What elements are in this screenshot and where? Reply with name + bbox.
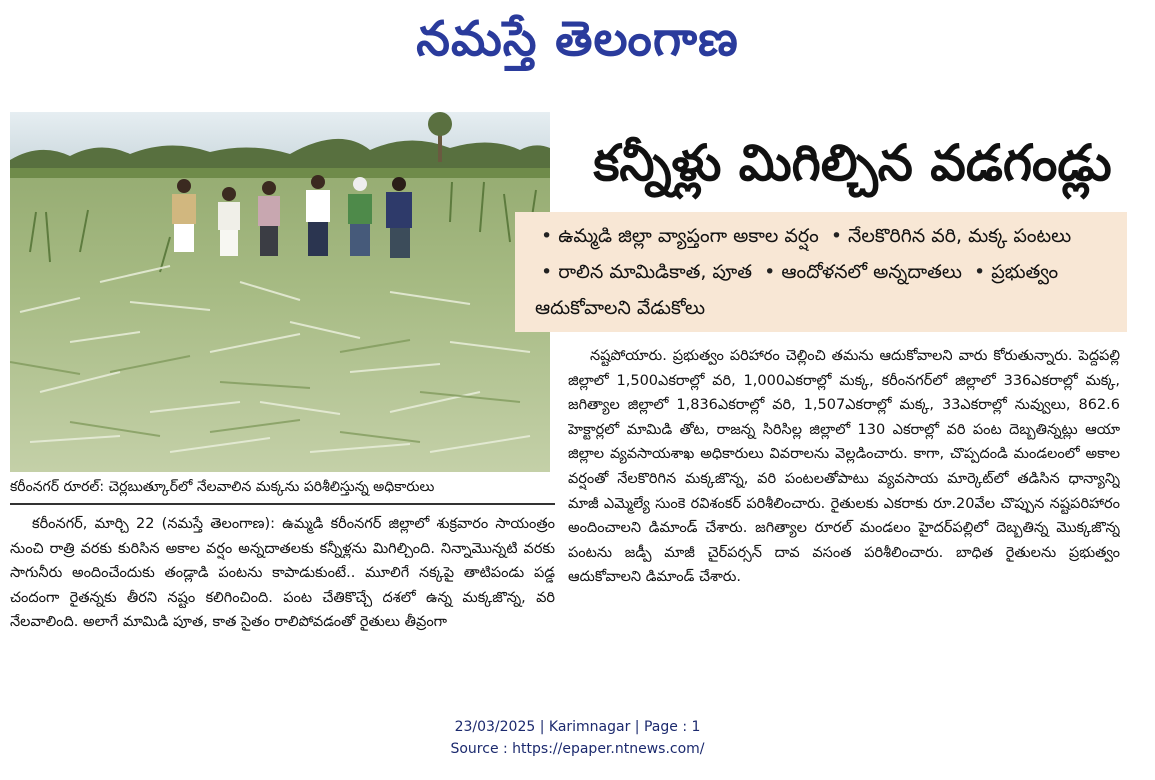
bullet-icon: • [973,261,986,283]
article-paragraph-right: నష్టపోయారు. ప్రభుత్వం పరిహారం చెల్లించి తమను ఆదుకోవాలని వారు కోరుతున్నారు. పెద్దపల్లి జిల్లాలో 1,500ఎకరాల్లో వరి, 1,000ఎకరాల్లో మక్క, కరీంనగర్‌లో జిల్లాలో 336ఎకరాల్లో మక్క, జగిత్యాల జిల్లాలో 1,836ఎకరాల్లో వరి, 1,507ఎకరాల్లో మక్క, 33ఎకరాల్లో నువ్వులు, 862.6 హెక్టార్లలో మామిడి తోట, రాజన్న సిరిసిల్ల జిల్లాలో 130 ఎకరాల్లో వరి పంట దెబ్బతిన్నట్లు ఆయా జిల్లాల వ్యవసాయశాఖ అధికారులు వివరాలను వెల్లడించారు. కాగా, చొప్పదండి మండలంలో అకాల వర్షంతో నేలకొరిగిన మక్కజొన్న, వరి పంటలతోపాటు వ్యవసాయ మార్కెట్‌లో తడిసిన ధాన్యాన్ని మాజీ ఎమ్మెల్యే సుంకె రవిశంకర్ పరిశీలించారు. రైతులకు ఎకరాకు రూ.20వేల చొప్పున నష్టపరిహారం అందించాలని డిమాండ్ చేశారు. జగిత్యాల రూరల్ మండలం హైదర్‌పల్లిలో దెబ్బతిన్న మొక్కజొన్న పంటను జడ్పీ మాజీ చైర్‌పర్సన్ దావ వసంత పరిశీలించారు. బాధిత రైతులను ప్రభుత్వం ఆదుకోవాలని డిమాండ్ చేశారు. [568,348,1120,586]
footer-source-link[interactable]: Source : https://epaper.ntnews.com/ [450,741,705,757]
subhead-1: ఉమ్మడి జిల్లా వ్యాప్తంగా అకాల వర్షం [558,225,819,247]
article-column-left [10,512,555,687]
article-headline: కన్నీళ్లు మిగిల్చిన వడగండ్లు [593,134,1112,192]
page-footer [0,716,1155,766]
footer-date-edition: 23/03/2025 | Karimnagar | Page : 1 [454,719,701,735]
subheads-box [515,212,1127,332]
subhead-3: రాలిన మామిడికాత, పూత [558,261,753,283]
subhead-2: నేలకొరిగిన వరి, మక్క పంటలు [848,225,1072,247]
caption-divider [10,503,555,505]
bullet-icon: • [764,261,776,283]
subhead-4: ఆందోళనలో అన్నదాతలు [781,261,962,283]
bullet-icon: • [541,225,553,247]
crop-field-photo [10,112,553,472]
photo-caption: కరీంనగర్ రూరల్: చెర్లబుత్కూర్‌లో నేలవాలిన మక్కను పరిశీలిస్తున్న అధికారులు [10,479,435,495]
article-paragraph-left: కరీంనగర్, మార్చి 22 (నమస్తే తెలంగాణ): ఉమ్మడి కరీంనగర్ జిల్లాలో శుక్రవారం సాయంత్రం నుంచి రాత్రి వరకు కురిసిన అకాల వర్షం అన్నదాతలకు కన్నీళ్లను మిగిల్చింది. నిన్నామొన్నటి వరకు సాగునీరు అందించేందుకు తండ్లాడి పంటను కాపాడుకుంటే.. మూలిగే నక్కపై తాటిపండు పడ్డ చందంగా రైతన్నకు తీరని నష్టం కలిగించింది. పంట చేతికొచ్చే దశలో ఉన్న మక్కజొన్న, వరి నేలవాలింది. అలాగే మామిడి పూత, కాత సైతం రాలిపోవడంతో రైతులు తీవ్రంగా [10,516,555,631]
subhead-5: ప్రభుత్వం ఆదుకోవాలని వేడుకోలు [535,261,1059,319]
bullet-icon: • [830,225,843,247]
news-photo [10,112,553,472]
bullet-icon: • [541,261,553,283]
article-column-right [568,344,1120,679]
masthead-title: నమస్తే తెలంగాణ [416,11,739,67]
